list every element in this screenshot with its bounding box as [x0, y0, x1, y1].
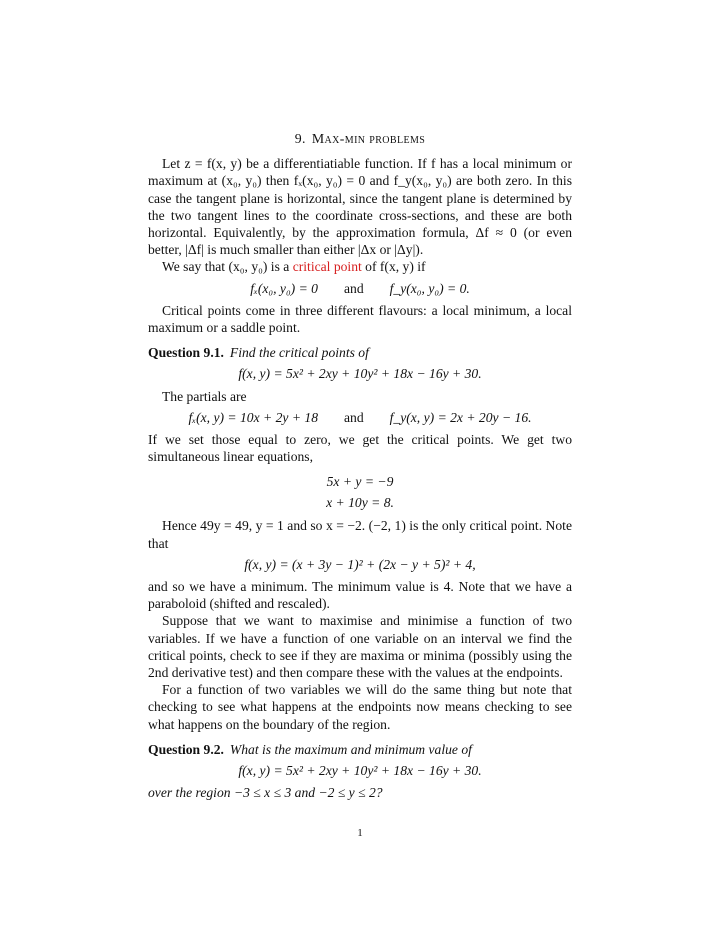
question-9-1 — [148, 344, 572, 361]
question-text: Find the critical points of — [229, 345, 369, 361]
linear-system — [148, 471, 572, 513]
partials-display — [148, 409, 572, 426]
function-display-q2: f(x, y) = 5x² + 2xy + 10y² + 18x − 16y + 30. — [238, 763, 482, 779]
critical-condition-display — [148, 280, 572, 297]
section-title: Max-min problems — [311, 131, 426, 146]
section-heading — [148, 130, 572, 147]
paper-page-body — [148, 130, 572, 802]
intro-paragraph: Let z = f(x, y) be a differentiatiable function. If f has a local minimum or maximum at (x₀, y₀) then fₓ(x₀, y₀) = 0 and f_y(x₀, y₀) are both zero. In this case the tangent plane is horizontal, since the tangent plane is determined by the two tangent lines to the coordinate cross-sections, and these are both horizontal. Equivalently, by the approximation formula, Δf ≈ 0 (or even better, |Δf| is much smaller than either |Δx or |Δy|). — [148, 156, 572, 258]
critical-condition-fy: f_y(x₀, y₀) = 0. — [389, 280, 470, 296]
partials-and: and — [344, 409, 364, 425]
question-label: Question 9.2. — [148, 741, 224, 757]
suppose-paragraph: Suppose that we want to maximise and minimise a function of two variables. If we have a function of one variable on an interval we find the critical points, check to see if they are maxima or minima (possibly using the 2nd derivative test) and then compare these with the values at the endpoints. — [148, 613, 572, 681]
region-text: over the region −3 ≤ x ≤ 3 and −2 ≤ y ≤ 2? — [148, 785, 383, 801]
completed-square-display: f(x, y) = (x + 3y − 1)² + (2x − y + 5)² + 4, — [244, 556, 476, 572]
question-text: What is the maximum and minimum value of — [229, 741, 472, 757]
partial-x: fₓ(x, y) = 10x + 2y + 18 — [188, 409, 318, 425]
set-zero-paragraph: If we set those equal to zero, we get the critical points. We get two simultaneous linear equations, — [148, 432, 572, 465]
partial-y: f_y(x, y) = 2x + 20y − 16. — [389, 409, 532, 425]
flavours-paragraph: Critical points come in three different flavours: a local minimum, a local maximum or a saddle point. — [148, 302, 572, 336]
two-variables-paragraph: For a function of two variables we will do the same thing but note that checking to see what happens at the endpoints now means checking to see what happens on the boundary of the region. — [148, 682, 572, 732]
minimum-paragraph: and so we have a minimum. The minimum value is 4. Note that we have a paraboloid (shifted and rescaled). — [148, 579, 572, 612]
critical-point-term: critical point — [292, 259, 362, 275]
function-display-q1: f(x, y) = 5x² + 2xy + 10y² + 18x − 16y + 30. — [238, 366, 482, 382]
critical-condition-fx: fₓ(x₀, y₀) = 0 — [250, 280, 318, 296]
critical-point-definition — [148, 258, 572, 275]
equation-2: x + 10y = 8. — [326, 495, 394, 511]
equation-1: 5x + y = −9 — [326, 474, 394, 490]
question-label: Question 9.1. — [148, 345, 224, 361]
hence-paragraph: Hence 49y = 49, y = 1 and so x = −2. (−2, 1) is the only critical point. Note that — [148, 518, 572, 551]
section-number: 9. — [294, 131, 306, 146]
page-number: 1 — [357, 827, 363, 839]
partials-intro: The partials are — [162, 388, 247, 404]
critical-definition-end: of f(x, y) if — [361, 259, 426, 275]
question-9-2 — [148, 741, 572, 758]
critical-condition-and: and — [343, 280, 364, 296]
critical-definition-start: We say that (x₀, y₀) is a — [162, 259, 293, 275]
